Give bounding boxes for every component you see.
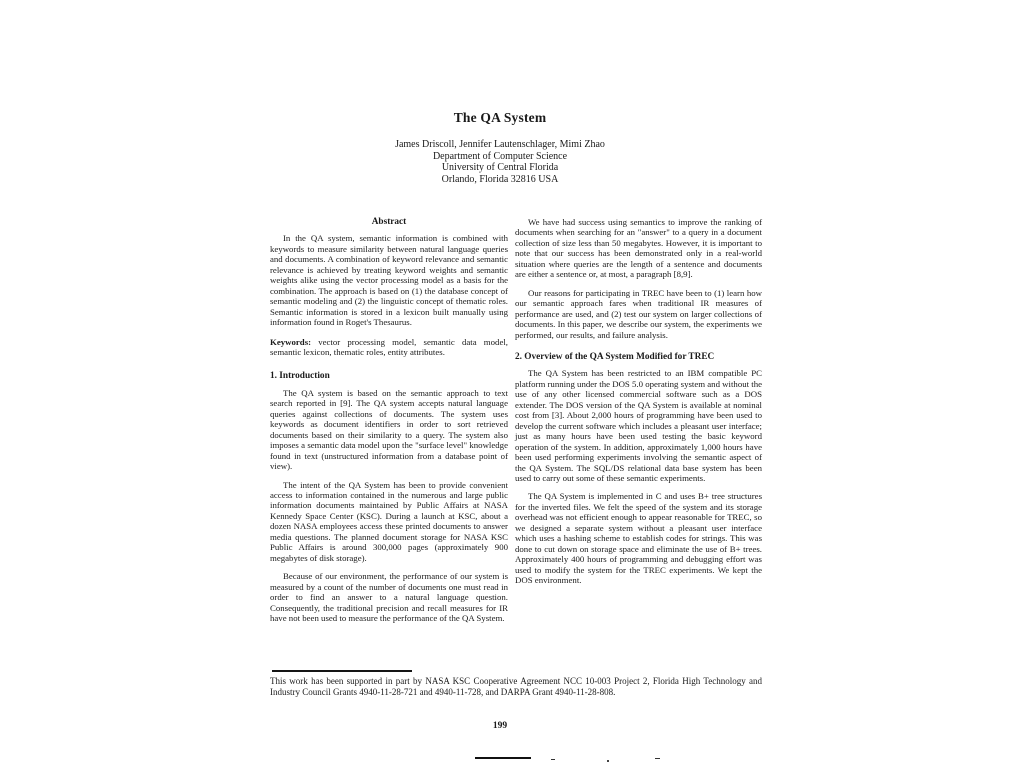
overview-paragraph-1: The QA System has been restricted to an IBM compatible PC platform running under the DOS 5.0 operating system and without the use of any other licensed commercial software such as a DOS extender. The DOS version of the QA System is available at nominal cost from [3]. About 2,000 hours of programming have been used to develop the current software which includes a pleasant user interface; just as many hours have been used testing the basic keyword operation of the system. In addition, approximately 1,000 hours have been used performing experiments involving the semantic aspect of the QA System. The SQL/DS relational data base system has been used to carry out some of these semantic experiments. (515, 368, 763, 483)
intro-paragraph-1: The QA system is based on the semantic approach to text search reported in [9]. The QA system accepts natural language queries against collections of documents. The system uses keywords as document identifiers in order to sort retrieved documents based on their similarity to a query. The system also imposes a semantic data model upon the "surface level" knowledge found in text (unstructured information from a database point of view). (270, 387, 508, 472)
affiliation-department: Department of Computer Science (432, 150, 568, 162)
right-column (515, 217, 762, 586)
section1-heading: 1. Introduction (270, 371, 330, 382)
abstract-heading: Abstract (371, 217, 407, 227)
footnote-text: This work has been supported in part by NASA KSC Cooperative Agreement NCC 10-003 Project 2, Florida High Technology and Industry Council Grants 4940-11-28-721 and 4940-11-728, and DARPA Grant 4940-11-28-808. (270, 676, 762, 697)
scan-artifact-dash (655, 758, 660, 759)
paper-header (240, 110, 760, 185)
authors-line: James Driscoll, Jennifer Lautenschlager, Mimi Zhao (395, 139, 605, 150)
footnote-rule (272, 670, 412, 672)
intro-paragraph-4: We have had success using semantics to improve the ranking of documents when searching for an "answer" to a query in a document collection of size less than 50 megabytes. However, it is important to note that our success has been demonstrated only in a real-world situation where queries are the length of a sentence and documents are either a sentence or, at most, a paragraph [8,9]. (515, 217, 762, 280)
affiliation-university: University of Central Florida (441, 162, 559, 174)
scan-artifact-line (475, 757, 531, 759)
keywords-label: Keywords: (270, 336, 312, 347)
paper-title: The QA System (453, 110, 547, 125)
keywords-text: vector processing model, semantic data model, semantic lexicon, thematic roles, entity attributes. (270, 336, 508, 357)
affiliation-city: Orlando, Florida 32816 USA (441, 173, 559, 185)
keywords-paragraph (270, 337, 508, 358)
scan-artifact-dot (607, 760, 609, 762)
intro-paragraph-2: The intent of the QA System has been to provide convenient access to information contained in the numerous and large public information documents maintained by Public Affairs at NASA Kennedy Space Center (KSC). During a launch at KSC, about a dozen NASA employees access these printed documents to answer media questions. The planned document storage for NASA KSC Public Affairs is around 300,000 pages (approximately 900 megabytes of disk storage). (270, 479, 508, 563)
left-column (270, 217, 508, 623)
intro-paragraph-3: Because of our environment, the performance of our system is measured by a count of the number of documents one must read in order to find an answer to a natural language question. Consequently, the traditional precision and recall measures for IR have not been used to measure the performance of the QA System. (270, 571, 508, 623)
intro-paragraph-5: Our reasons for participating in TREC have been to (1) learn how our semantic approach fares when traditional IR measures of performance are used, and (2) test our system on larger collections of documents. In this paper, we describe our system, the experiments we performed, our results, and failure analysis. (515, 287, 762, 340)
section2-heading: 2. Overview of the QA System Modified for TREC (515, 351, 715, 362)
scan-artifact-dot (551, 759, 555, 760)
abstract-paragraph: In the QA system, semantic information is combined with keywords to measure similarity between natural language queries and documents. A combination of keyword relevance and semantic relevance is achieved by treating keyword weights and semantic weights alike using the vector processing model as a basis for the combination. The approach is based on (1) the database concept of semantic modeling and (2) the linguistic concept of thematic roles. Semantic information is stored in a lexicon built manually using information found in Roget's Thesaurus. (270, 233, 508, 328)
page-number: 199 (492, 721, 508, 731)
overview-paragraph-2: The QA System is implemented in C and uses B+ tree structures for the inverted files. We felt the speed of the system and its storage overhead was not efficient enough to appear reasonable for TREC, so we designed a separate system without a pleasant user interface which uses a hashing scheme to establish codes for strings. This was done to cut down on storage space and eliminate the use of B+ trees. Approximately 400 hours of programming and debugging effort was used to modify the system for the TREC experiments. We kept the DOS environment. (515, 491, 762, 586)
